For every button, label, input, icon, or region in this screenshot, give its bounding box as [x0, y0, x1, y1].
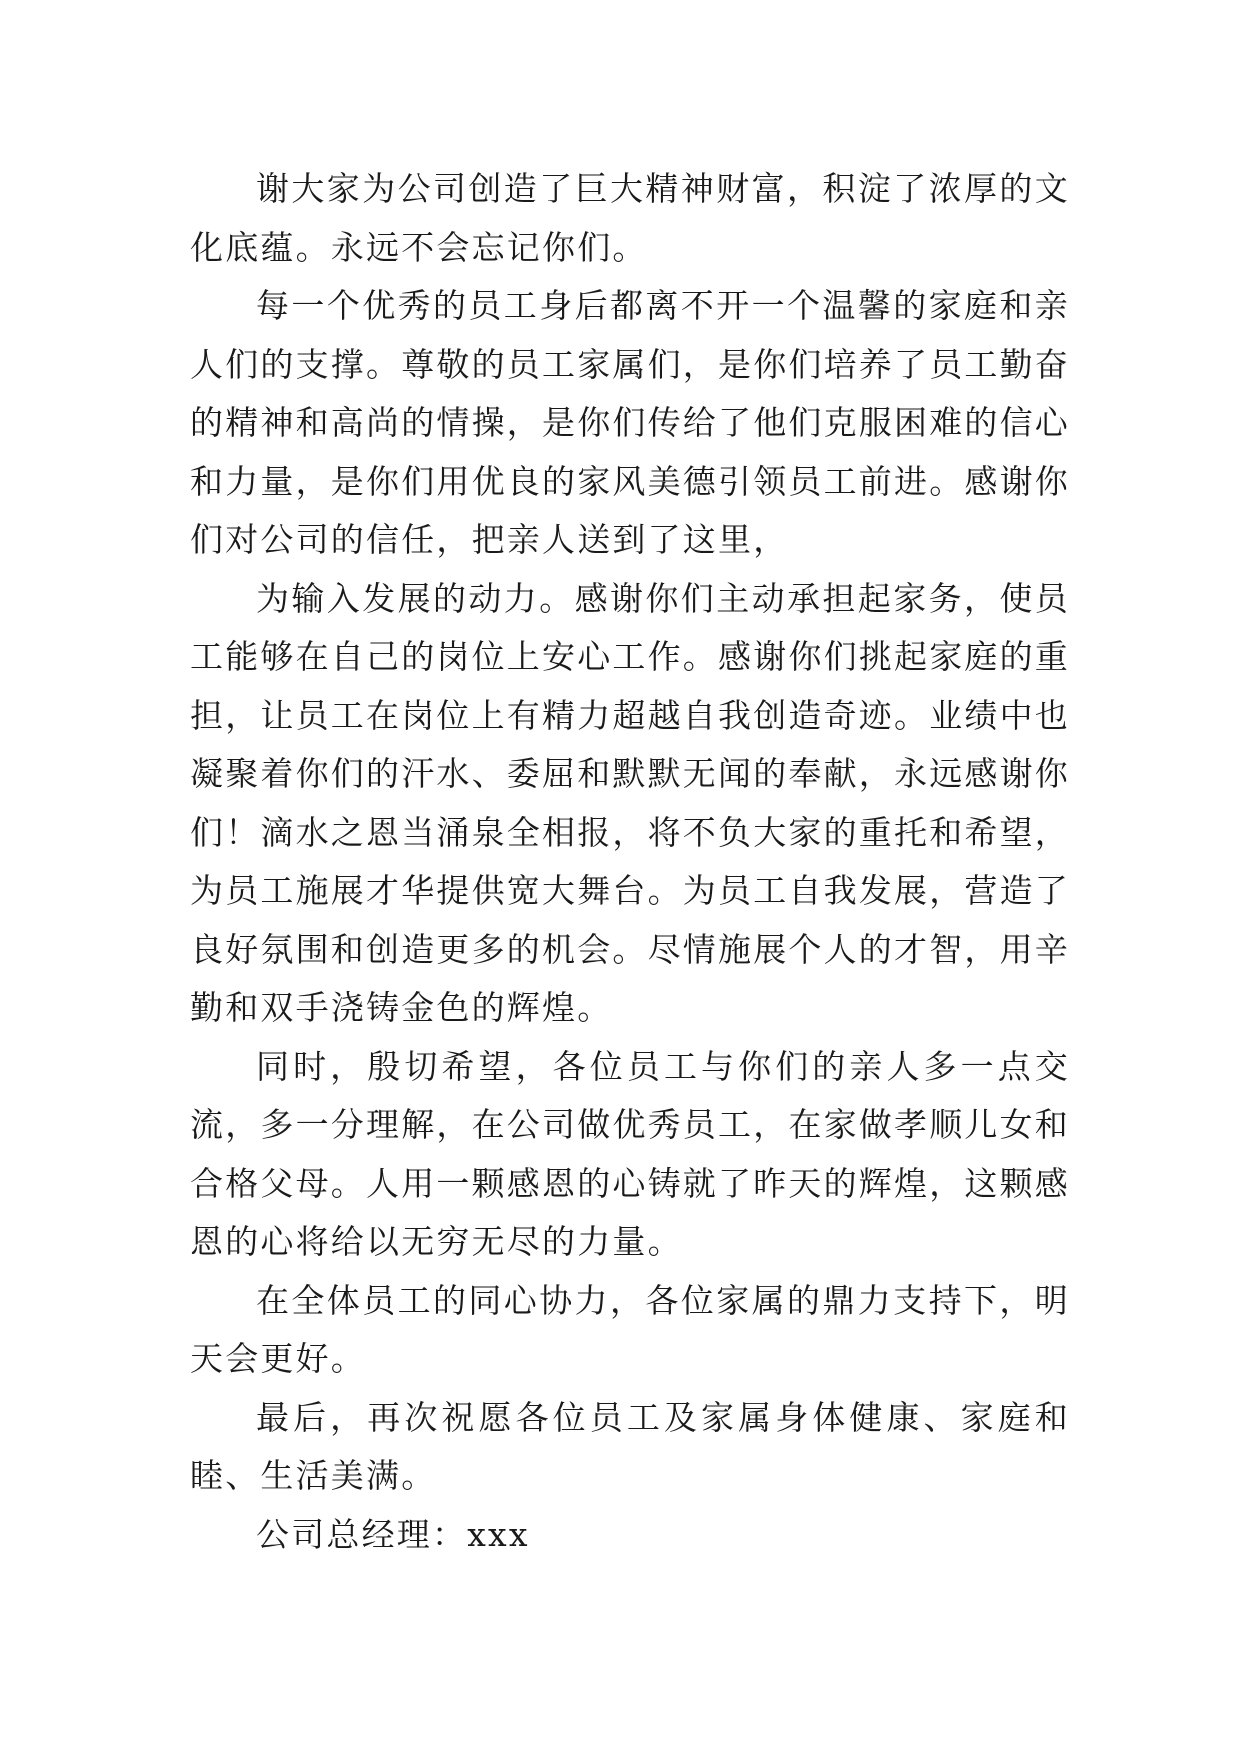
paragraph-closing-wishes: 最后，再次祝愿各位员工及家属身体健康、家庭和睦、生活美满。: [190, 1397, 1070, 1495]
paragraph-hope: 同时，殷切希望，各位员工与你们的亲人多一点交流，多一分理解，在公司做优秀员工，在家做孝顺儿女和合格父母。人用一颗感恩的心铸就了昨天的辉煌，这颗感恩的心将给以无穷无尽的力量。: [190, 1046, 1070, 1261]
paragraph-motivation: 为输入发展的动力。感谢你们主动承担起家务，使员工能够在自己的岗位上安心工作。感谢你们挑起家庭的重担，让员工在岗位上有精力超越自我创造奇迹。业绩中也凝聚着你们的汗水、委屈和默默无闻的奉献，永远感谢你们！滴水之恩当涌泉全相报，将不负大家的重托和希望，为员工施展才华提供宽大舞台。为员工自我发展，营造了良好氛围和创造更多的机会。尽情施展个人的才智，用辛勤和双手浇铸金色的辉煌。: [190, 578, 1070, 1027]
paragraph-thanks-company: 谢大家为公司创造了巨大精神财富，积淀了浓厚的文化底蕴。永远不会忘记你们。: [190, 169, 1070, 267]
signature-line: 公司总经理：xxx: [256, 1514, 530, 1554]
paragraph-future: 在全体员工的同心协力，各位家属的鼎力支持下，明天会更好。: [190, 1280, 1070, 1378]
paragraph-family-support: 每一个优秀的员工身后都离不开一个温馨的家庭和亲人们的支撑。尊敬的员工家属们，是你们培养了员工勤奋的精神和高尚的情操，是你们传给了他们克服困难的信心和力量，是你们用优良的家风美德引领员工前进。感谢你们对公司的信任，把亲人送到了这里，: [190, 286, 1070, 559]
document-body: [190, 160, 1070, 1564]
